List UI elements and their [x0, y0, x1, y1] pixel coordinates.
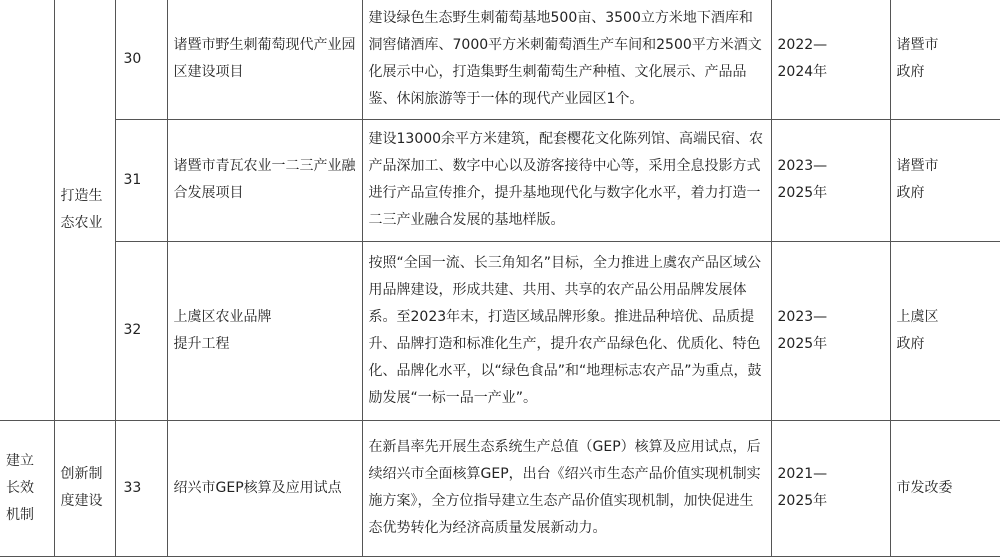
- project-name: 诸暨市青瓦农业一二三产业融合发展项目: [167, 119, 362, 241]
- project-content: 建设绿色生态野生刺葡萄基地500亩、3500立方米地下酒库和洞窖储酒库、7000平方米刺葡萄酒生产车间和2500平方米酒文化展示中心，打造集野生刺葡萄生产种植、文化展示、产品品鉴、休闲旅游等于一体的现代产业园区1个。: [362, 0, 771, 119]
- table-row: [0, 0, 1000, 119]
- category-cell: 建立长效机制: [0, 420, 54, 556]
- responsible-unit: [890, 241, 1000, 420]
- project-period: [771, 241, 890, 420]
- project-content: 在新昌率先开展生态系统生产总值（GEP）核算及应用试点，后续绍兴市全面核算GEP，出台《绍兴市生态产品价值实现机制实施方案》，全方位指导建立生态产品价值实现机制，加快促进生态优势转化为经济高质量发展新动力。: [362, 420, 771, 556]
- period-end: 2025年: [777, 493, 828, 509]
- responsible-unit: 市发改委: [890, 420, 1000, 556]
- row-number: 31: [115, 119, 167, 241]
- owner-line2: 政府: [896, 335, 925, 352]
- period-end: 2025年: [777, 185, 828, 201]
- period-start: 2021—: [777, 466, 828, 482]
- project-period: [771, 420, 890, 556]
- project-content: 建设13000余平方米建筑，配套樱花文化陈列馆、高端民宿、农产品深加工、数字中心以及游客接待中心等，采用全息投影方式进行产品宣传推介，提升基地现代化与数字化水平，着力打造一二三产业融合发展的基地样版。: [362, 119, 771, 241]
- project-period: [771, 119, 890, 241]
- subcategory-cell: 创新制度建设: [54, 420, 115, 556]
- period-start: 2022—: [777, 37, 828, 54]
- period-end: 2025年: [777, 335, 828, 352]
- owner-line2: 政府: [896, 64, 925, 81]
- owner-line1: 上虞区: [896, 308, 939, 325]
- subcategory-cell: 打造生态农业: [54, 0, 115, 420]
- owner-line2: 政府: [896, 185, 925, 201]
- category-cell-empty: [0, 0, 54, 420]
- row-number: 33: [115, 420, 167, 556]
- table-row: [0, 241, 1000, 420]
- project-name: [167, 241, 362, 420]
- period-start: 2023—: [777, 308, 828, 325]
- project-name-line1: 上虞区农业品牌: [173, 308, 272, 325]
- table-row: [0, 119, 1000, 241]
- period-start: 2023—: [777, 158, 828, 174]
- project-name-line2: 提升工程: [173, 335, 230, 352]
- row-number: 32: [115, 241, 167, 420]
- project-name: 诸暨市野生刺葡萄现代产业园区建设项目: [167, 0, 362, 119]
- responsible-unit: [890, 0, 1000, 119]
- period-end: 2024年: [777, 64, 828, 81]
- project-period: [771, 0, 890, 119]
- owner-line1: 诸暨市: [896, 158, 939, 174]
- project-name: 绍兴市GEP核算及应用试点: [167, 420, 362, 556]
- row-number: 30: [115, 0, 167, 119]
- responsible-unit: [890, 119, 1000, 241]
- project-content: 按照“全国一流、长三角知名”目标，全力推进上虞农产品区域公用品牌建设，形成共建、共用、共享的农产品公用品牌发展体系。至2023年末，打造区域品牌形象。推进品种培优、品质提升、品牌打造和标准化生产，提升农产品绿色化、优质化、特色化、品牌化水平，以“绿色食品”和“地理标志农产品”为重点，鼓励发展“一标一品一产业”。: [362, 241, 771, 420]
- owner-line1: 诸暨市: [896, 37, 939, 54]
- table-row: [0, 420, 1000, 556]
